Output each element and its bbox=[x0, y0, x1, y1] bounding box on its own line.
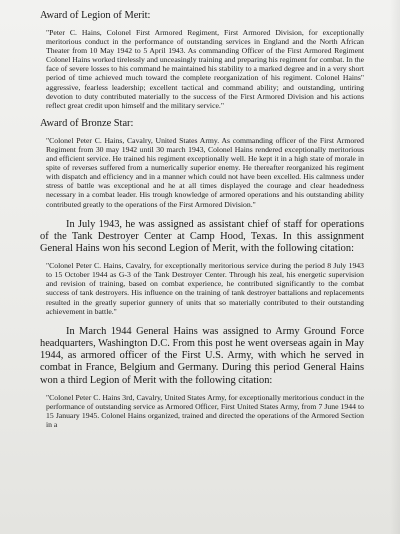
tank-destroyer-paragraph: In July 1943, he was assigned as assistant chief of staff for operations of the Tank Destroyer Center at Camp Hood, Texas. In this assignment General Hains won his second Legion of Merit, with the following citation: bbox=[40, 218, 364, 254]
bronze-star-citation: "Colonel Peter C. Hains, Cavalry, United States Army. As commanding officer of the First Armored Regiment from 30 may 1942 until 30 march 1943, Colonel Hains rendered exceptionally meritorious and efficient service. He trained his regiment exceptionally well. He kept it in a high state of morale in spite of reverses suffered from a numerically superior enemy. He thereafter reorganized his regiment with dispatch and efficiency and in a manner which could not have been excelled. His calmness under stress of battle was exceptional and he at all times displayed the courage and clear headedness necessary in a combat leader. His trough knowledge of armored operations and his outstanding ability contributed greatly to the operations of the First Armored Division." bbox=[46, 135, 364, 209]
third-legion-of-merit-citation: "Colonel Peter C. Hains 3rd, Cavalry, United States Army, for exceptionally meritorious conduct in the performance of outstanding service as Armored Officer, First United States Army, from 7 June 1944 to 15 January 1945. Colonel Hains organized, trained and directed the operations of the Armored Section in a bbox=[46, 392, 364, 430]
page-edge-shadow bbox=[390, 0, 400, 534]
second-legion-of-merit-citation: "Colonel Peter C. Hains, Cavalry, for exceptionally meritorious service during the period 8 July 1943 to 15 October 1944 as G-3 of the Tank Destroyer Center. Through his zeal, his energetic supervision and revision of training, based on combat experience, he contributed significantly to the combat success of tank destroyers. His influence on the training of tank destroyer battalions and replacements resulted in the greatly superior gunnery of units that so materially contributed to their outstanding achievement in battle." bbox=[46, 261, 364, 316]
army-ground-force-paragraph: In March 1944 General Hains was assigned to Army Ground Force headquarters, Washington D.C. From this post he went overseas again in May 1944, as armored officer of the First U.S. Army, with which he served in combat in France, Belgium and Germany. During this period General Hains won a third Legion of Merit with the following citation: bbox=[40, 325, 364, 386]
legion-of-merit-heading: Award of Legion of Merit: bbox=[40, 10, 151, 21]
legion-of-merit-citation: "Peter C. Hains, Colonel First Armored Regiment, First Armored Division, for exceptionally meritorious conduct in the performance of outstanding services in England and the North African Theater from 10 May 1942 to 5 April 1943. As commanding Officer of the First Armored Regiment Colonel Hains worked tirelessly and unceasingly training and preparing his regiment for combat. In the face of severe losses to his command he maintained his stability to a marked degree and in a very short period of time achieved much toward the complete reorganization of his regiment. Colonel Hains" aggressive, fearless leadership; excellent tactical and command ability; and outstanding, untiring devotion to duty contributed materially to the success of the First Armored Division and his actions reflect great credit upon himself and the military service." bbox=[46, 28, 364, 110]
bronze-star-heading: Award of Bronze Star: bbox=[40, 117, 134, 129]
